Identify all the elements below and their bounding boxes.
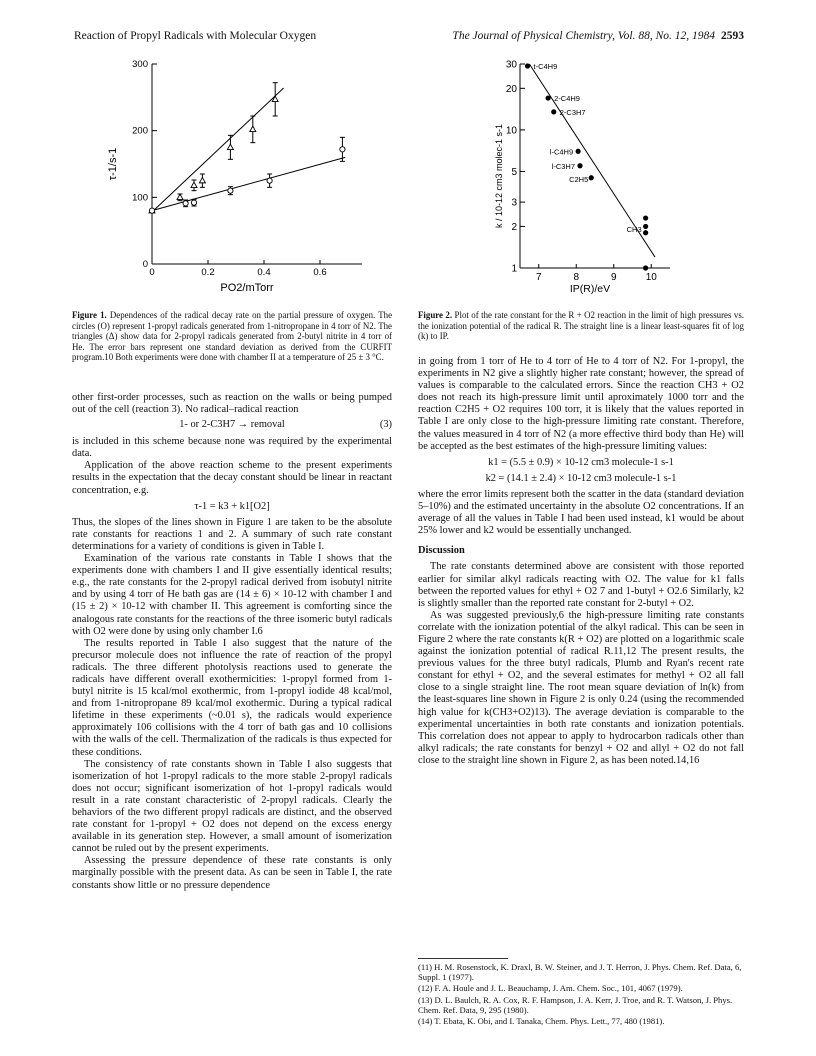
figure-2-caption — [418, 310, 744, 342]
figure-1-plot — [107, 59, 362, 294]
header-journal — [452, 30, 744, 42]
reference-14: (14) T. Ebata, K. Obi, and I. Tanaka, Chem. Phys. Lett., 77, 480 (1981). — [418, 1016, 665, 1027]
x-tick-label: 0 — [149, 267, 155, 278]
x-tick-label: 0.4 — [257, 267, 271, 278]
triangle-point — [177, 194, 183, 199]
x-tick-label: 0.6 — [313, 267, 327, 278]
x-tick-label: 9 — [610, 272, 617, 283]
data-point — [589, 175, 594, 180]
circle-point — [149, 208, 154, 213]
left-paragraph-5: Examination of the various rate constants in Table I shows that the experiments done with chambers I and II give essentially identical results; e.g., the rate constants for the 2-propyl radical derived from isobutyl nitrite and by using 4 torr of He bath gas are (14 ± 6) × 10-12 with chamber I and (15 ± 2) × 10-12 with chamber II. This agreement is comforting since the analogous rate constants for the reactions of the three isomeric butyl radicals with O2 were done by using only chamber I.6 — [72, 553, 392, 637]
left-paragraph-6: The results reported in Table I also suggest that the nature of the precursor molecule does not influence the rate of reaction of the propyl radicals. The three different photolysis reactions used to generate the radicals have different overall exothermicities: 1-propyl formed from 1-butyl nitrite is 15 kcal/mol exothermic, from 1-propyl iodide 48 kcal/mol, and from 1-nitropropane 89 kcal/mol exothermic. During a typical radical lifetime in these experiments (~0.01 s), the radicals would experience approximately 106 collisions with the 4 torr of bath gas and 10 collisions with the walls of the cell. Thermalization of the radicals is thus expected for these conditions. — [72, 637, 392, 758]
equation-k1: k1 = (5.5 ± 0.9) × 10-12 cm3 molecule-1 s-1 — [488, 456, 674, 468]
data-point — [643, 230, 648, 235]
reference-13: (13) D. L. Baulch, R. A. Cox, R. F. Hampson, J. A. Kerr, J. Troe, and R. T. Watson, J. Phys. Chem. Ref. Data, 9, 295 (1980). — [418, 994, 733, 1015]
left-paragraph-1: other first-order processes, such as reaction on the walls or being pumped out of the cell (reaction 3). No radical–radical reaction — [72, 392, 392, 416]
data-point — [551, 109, 556, 114]
equation-3-number: (3) — [379, 419, 392, 431]
y-tick-label: 3 — [511, 197, 517, 209]
left-paragraph-3: Application of the above reaction scheme to the present experiments results in the expectation that the decay constant should be linear in reactant concentration, e.g. — [72, 460, 392, 496]
y-tick-label: 10 — [505, 125, 517, 137]
left-paragraph-7: The consistency of rate constants shown in Table I also suggests that isomerization of hot 1-propyl radicals to the more stable 2-propyl radicals does not occur; significant isomerization of hot 1-propyl radicals would result in a rate constant characteristic of 2-propyl radicals. Clearly the behaviors of the two different propyl radicals are distinct, and the observed rate constant for 1-propyl + O2 does not depend on the excess energy available in its generation step. However, a small amount of isomerization cannot be ruled out by the present experiments. — [72, 758, 392, 855]
fit-line — [152, 157, 345, 210]
circle-point — [267, 178, 272, 183]
running-header — [74, 30, 744, 46]
header-journal-name: The Journal of Physical Chemistry, Vol. 88, No. 12, 1984 — [452, 30, 715, 42]
footnote-rule — [418, 958, 508, 959]
point-label: 2-C4H9 — [554, 94, 580, 104]
triangle-point — [199, 177, 205, 182]
y-tick-label: 200 — [132, 125, 148, 137]
reference-11: (11) H. M. Rosenstock, K. Draxl, B. W. Steiner, and J. T. Herron, J. Phys. Chem. Ref. Data, 6, Suppl. 1 (1977). — [418, 962, 742, 983]
data-point — [546, 95, 551, 100]
triangle-point — [191, 182, 197, 187]
y-tick-label: 30 — [505, 59, 517, 71]
y-tick-label: 100 — [132, 192, 148, 204]
figure-2-chart — [490, 52, 690, 300]
data-point — [577, 163, 582, 168]
y-tick-label: 2 — [511, 221, 517, 233]
equation-3 — [72, 419, 392, 433]
x-tick-label: 10 — [645, 272, 657, 283]
point-label: C2H5 — [569, 174, 589, 184]
triangle-point — [272, 96, 278, 101]
circle-point — [191, 200, 196, 205]
header-article-title: Reaction of Propyl Radicals with Molecular Oxygen — [74, 30, 317, 42]
left-column-body — [72, 392, 392, 892]
references — [418, 962, 744, 1027]
figure-1-caption-text: Dependences of the radical decay rate on the partial pressure of oxygen. The circles (O) represent 1-propyl radicals generated from 1-nitropropane in 4 torr of N2. The triangles (Δ) show data for 2-propyl radicals generated from 2-butyl nitrite in 4 torr of He. The error bars represent one standard deviation as derived from the CURFIT program.10 Both experiments were done with chamber II at a temperature of 25 ± 3 °C. — [72, 310, 393, 363]
right-paragraph-3: The rate constants determined above are consistent with those reported earlier for similar alkyl radicals reacting with O2. The value for k1 falls between the reported values for ethyl + O2 7 and 1-butyl + O2.6 Similarly, k2 is slightly smaller than the reported rate constant for 2-butyl + O2. — [418, 561, 744, 609]
data-point — [576, 149, 581, 154]
point-label: CH3 — [626, 225, 642, 235]
y-axis-label: k / 10-12 cm3 molec-1 s-1 — [494, 123, 504, 229]
point-label: l-C3H7 — [551, 161, 575, 171]
point-label: t-C4H9 — [533, 62, 558, 72]
data-point — [525, 63, 530, 68]
point-label: l-C4H9 — [549, 147, 574, 157]
data-point — [643, 224, 648, 229]
equation-k2: k2 = (14.1 ± 2.4) × 10-12 cm3 molecule-1 s-1 — [485, 472, 677, 484]
right-paragraph-4: As was suggested previously,6 the high-pressure limiting rate constants correlate with the ionization potential of the alkyl radical. This can be seen in Figure 2 where the rate constants k(R + O2) are plotted on a logarithmic scale against the ionization potential of radical R.11,12 The present results, the previous values for the three butyl radicals, Plumb and Ryan's recent rate constant for ethyl + O2, and the several estimates for methyl + O2 all fall close to a single straight line. The root mean square deviation of ln(k) from the least-squares line shown in Figure 2 is only 0.24 (using the recommended high value for k(CH3+O2)13). The average deviation is comparable to the experimental uncertainties in both rate constants and ionization potentials. This correlation does not appear to apply to hydrocarbon radicals other than alkyl radicals; the rate constants for benzyl + O2 and allyl + O2 do not fall close to the straight line shown in Figure 2, as has been noted.14,16 — [418, 609, 744, 766]
figure-2-caption-text: Plot of the rate constant for the R + O2 reaction in the limit of high pressures vs. the ionization potential of the radical R. The straight line is a linear least-squares fit of log (k) to IP. — [418, 310, 744, 342]
figure-1-caption — [72, 310, 392, 363]
right-paragraph-1: in going from 1 torr of He to 4 torr of He to 4 torr of N2. For 1-propyl, the experiments in N2 give a slightly higher rate constant; however, the spread of values is comparable to the calculated errors. Since the reaction CH3 + O2 does not reach its high-pressure limit until aproximately 1000 torr and the reaction C2H5 + O2 requires 100 torr, it is likely that the values reported in Table I are only close to the high-pressure limiting rate constant. Therefore, the values measured in 4 torr of N2 (a more effective third body than He) will be accepted as the best estimates of the high-pressure limiting values: — [418, 356, 744, 452]
left-paragraph-4: Thus, the slopes of the lines shown in Figure 1 are taken to be the absolute rate constants for reactions 1 and 2. A summary of such rate constant determinations for a variety of conditions is given in Table I. — [72, 516, 392, 552]
y-tick-label: 300 — [132, 59, 148, 70]
y-tick-label: 1 — [511, 263, 517, 275]
right-column-body — [418, 356, 744, 767]
equation-tau: τ-1 = k3 + k1[O2] — [194, 500, 270, 512]
y-tick-label: 5 — [511, 166, 517, 178]
x-axis-label: PO2/mTorr — [220, 282, 274, 294]
y-axis-label: τ-1/s-1 — [107, 147, 119, 181]
x-tick-label: 0.2 — [201, 267, 215, 278]
figure-1-chart — [100, 52, 370, 300]
right-paragraph-2: where the error limits represent both the scatter in the data (standard deviation 5–10%) and the estimated uncertainty in the absolute O2 concentrations. If an average of all the values in Table I had been used instead, k1 would be about 25% lower and k2 would be essentially unchanged. — [418, 488, 744, 537]
circle-point — [228, 188, 233, 193]
header-page-number: 2593 — [721, 30, 744, 42]
y-tick-label: 0 — [142, 259, 148, 270]
circle-point — [340, 147, 345, 152]
x-axis-label: IP(R)/eV — [569, 283, 611, 295]
section-heading-discussion: Discussion — [418, 545, 465, 557]
reference-12: (12) F. A. Houle and J. L. Beauchamp, J. Am. Chem. Soc., 101, 4067 (1979). — [418, 983, 683, 994]
figure-2-plot — [494, 60, 670, 296]
triangle-point — [227, 144, 233, 149]
y-tick-label: 20 — [505, 83, 517, 95]
x-tick-label: 7 — [535, 272, 542, 283]
data-point — [643, 215, 648, 220]
triangle-point — [250, 126, 256, 131]
left-paragraph-2: is included in this scheme because none was required by the experimental data. — [72, 436, 392, 460]
circle-point — [183, 201, 188, 206]
left-paragraph-8: Assessing the pressure dependence of these rate constants is only marginally possible with the present data. As can be seen in Table I, the rate constants show little or no pressure dependence — [72, 855, 392, 891]
x-tick-label: 8 — [573, 272, 580, 283]
fit-line — [152, 88, 284, 212]
data-point — [643, 265, 648, 270]
point-label: 2-C3H7 — [559, 107, 586, 117]
equation-3-text: 1- or 2-C3H7 → removal — [179, 419, 285, 431]
figure-2-caption-label: Figure 2. — [418, 310, 453, 320]
figure-1-caption-label: Figure 1. — [72, 310, 107, 320]
